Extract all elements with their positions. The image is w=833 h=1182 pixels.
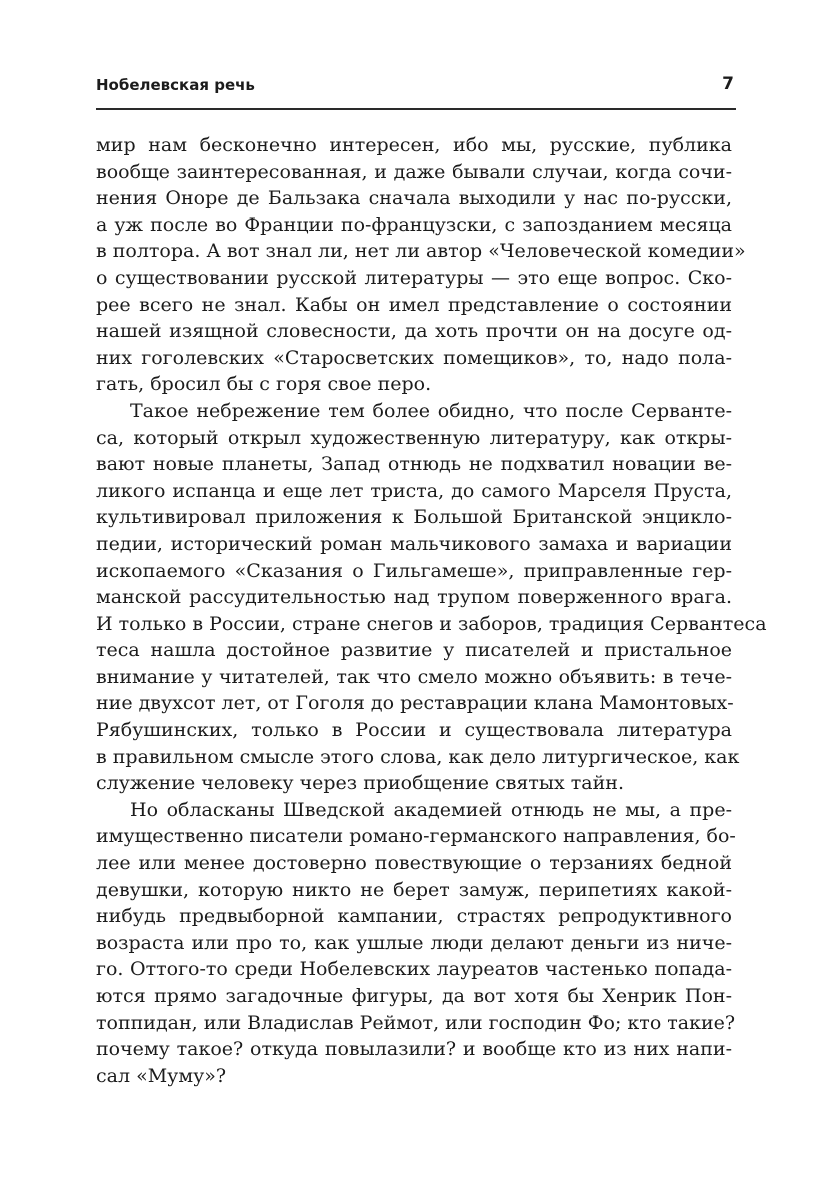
text-line: манской рассудительностью над трупом поверженного врага.: [96, 586, 732, 609]
text-line: служение человеку через приобщение святых тайн.: [96, 772, 624, 795]
text-line: в правильном смысле этого слова, как дело литургическое, как: [96, 745, 740, 768]
text-line: а уж после во Франции по-французски, с запозданием месяца: [96, 213, 732, 236]
text-line: почему такое? откуда повылазили? и вообще кто из них напи-: [96, 1038, 732, 1061]
text-line: Но обласканы Шведской академией отнюдь не мы, а пре-: [130, 798, 732, 821]
text-line: топпидан, или Владислав Реймот, или господин Фо; кто такие?: [96, 1011, 736, 1034]
paragraph: [96, 132, 746, 398]
text-line: го. Оттого-то среди Нобелевских лауреатов частенько попада-: [96, 958, 732, 981]
text-line: мир нам бесконечно интересен, ибо мы, русские, публика: [96, 134, 732, 156]
text-line: тeса нашла достойное развитие у писателей и пристальное: [96, 639, 732, 662]
text-line: внимание у читателей, так что смело можно объявить: в тече-: [96, 665, 732, 688]
paragraph: [96, 398, 767, 797]
text-line: сал «Муму»?: [96, 1064, 227, 1087]
text-line: девушки, которую никто не берет замуж, перипетиях какой-: [96, 878, 732, 901]
text-line: возраста или про то, как ушлые люди делают деньги из ниче-: [96, 931, 732, 954]
text-line: Рябушинских, только в России и существовала литература: [96, 719, 732, 742]
text-line: нения Оноре де Бальзака сначала выходили у нас по-русски,: [96, 187, 732, 210]
section-title: Нобелевская речь: [96, 76, 255, 94]
text-line: педии, исторический роман мальчикового замаха и вариации: [96, 532, 732, 555]
text-line: са, который открыл художественную литературу, как откры-: [96, 426, 732, 449]
text-line: ископаемого «Сказания о Гильгамеше», приправленные гер-: [96, 559, 732, 582]
text-line: культивировал приложения к Большой Британской энцикло-: [96, 506, 732, 529]
text-line: вают новые планеты, Запад отнюдь не подхватил новации ве-: [96, 453, 732, 476]
text-line: И только в России, стране снегов и заборов, традиция Сервантеса: [96, 612, 767, 635]
text-line: лее или менее достоверно повествующие о терзаниях бедной: [96, 852, 732, 875]
text-line: в полтора. А вот знал ли, нет ли автор «Человеческой комедии»: [96, 240, 746, 263]
text-line: ликого испанца и еще лет триста, до самого Марселя Пруста,: [96, 479, 732, 502]
paragraph: [96, 797, 736, 1090]
text-line: о существовании русской литературы — это еще вопрос. Ско-: [96, 266, 732, 289]
running-head: [96, 76, 736, 100]
text-line: ются прямо загадочные фигуры, да вот хотя бы Хенрик Пон-: [96, 985, 732, 1007]
text-line: ние двухсот лет, от Гоголя до реставрации клана Мамонтовых-: [96, 692, 734, 715]
text-line: нибудь предвыборной кампании, страстях репродуктивного: [96, 905, 732, 928]
text-line: вообще заинтересованная, и даже бывали случаи, когда сочи-: [96, 160, 732, 183]
text-line: Такое небрежение тем более обидно, что после Серванте-: [130, 399, 732, 422]
header-rule: [96, 108, 736, 110]
text-line: нашей изящной словесности, да хоть прочти он на досуге од-: [96, 320, 732, 343]
text-line: имущественно писатели романо-германского направления, бо-: [96, 825, 736, 848]
page-number: 7: [722, 74, 734, 94]
text-line: рее всего не знал. Кабы он имел представление о состоянии: [96, 293, 732, 316]
text-line: гать, бросил бы с горя свое перо.: [96, 373, 432, 396]
body-text: [96, 132, 767, 1089]
text-line: них гоголевских «Старосветских помещиков», то, надо пола-: [96, 346, 732, 369]
